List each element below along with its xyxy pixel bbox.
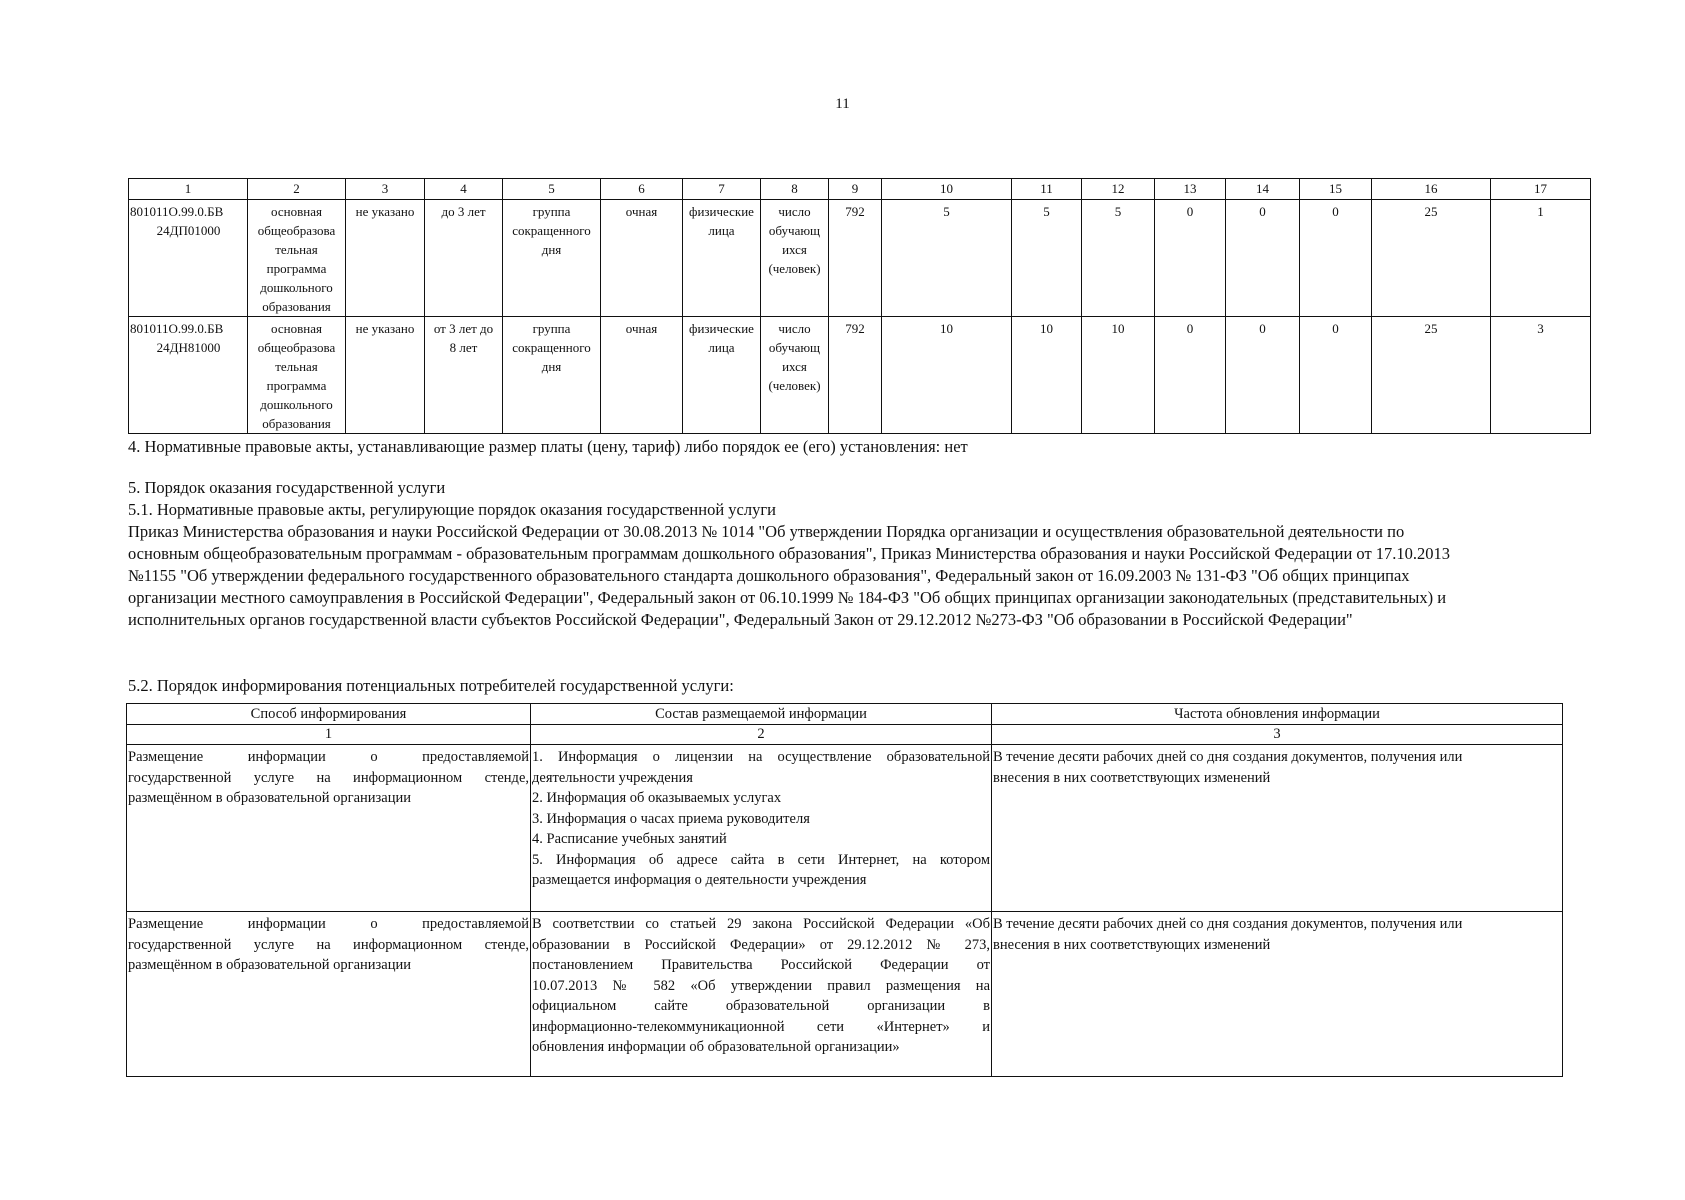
column-number: 14 xyxy=(1226,179,1300,200)
column-number: 1 xyxy=(127,725,531,745)
group-cell: группа сокращенного дня xyxy=(503,200,601,317)
indicator-cell: число обучающ ихся (человек) xyxy=(761,317,829,434)
persons-cell: физические лица xyxy=(683,200,761,317)
indicator-cell: число обучающ ихся (человек) xyxy=(761,200,829,317)
program-cell: основная общеобразова тельная программа дошкольного образования xyxy=(248,317,346,434)
table-row xyxy=(127,912,1563,1077)
column-number: 2 xyxy=(531,725,992,745)
value-cell: 10 xyxy=(1082,317,1155,434)
method-cell: Размещение информации о предоставляемой государственной услуге на информационном стенде, размещённом в образовательной организации xyxy=(127,745,531,912)
form-cell: очная xyxy=(601,317,683,434)
header-content: Состав размещаемой информации xyxy=(531,704,992,725)
column-number: 2 xyxy=(248,179,346,200)
value-cell: 25 xyxy=(1372,200,1491,317)
page-number: 11 xyxy=(835,96,850,112)
group-cell: группа сокращенного дня xyxy=(503,317,601,434)
column-number: 10 xyxy=(882,179,1012,200)
value-cell: 5 xyxy=(1082,200,1155,317)
legal-acts-line: №1155 "Об утверждении федерального государственного образовательного стандарта дошкольного образования", Федеральный закон от 16.09.2003 № 131-ФЗ "Об общих принципах xyxy=(128,566,1410,585)
value-cell: 10 xyxy=(882,317,1012,434)
section-5-1-title: 5.1. Нормативные правовые акты, регулирующие порядок оказания государственной услуги xyxy=(128,500,776,519)
form-cell: очная xyxy=(601,200,683,317)
services-header-row xyxy=(129,179,1591,200)
persons-cell: физические лица xyxy=(683,317,761,434)
informing-table xyxy=(126,703,1563,1077)
category-cell: не указано xyxy=(346,317,425,434)
category-cell: не указано xyxy=(346,200,425,317)
value-cell: 0 xyxy=(1155,317,1226,434)
column-number: 5 xyxy=(503,179,601,200)
column-number: 9 xyxy=(829,179,882,200)
section-5-title: 5. Порядок оказания государственной услуги xyxy=(128,478,446,497)
value-cell: 0 xyxy=(1226,317,1300,434)
age-cell: от 3 лет до 8 лет xyxy=(425,317,503,434)
method-cell: Размещение информации о предоставляемой государственной услуге на информационном стенде, размещённом в образовательной организации xyxy=(127,912,531,1077)
value-cell: 3 xyxy=(1491,317,1591,434)
legal-acts-line: основным общеобразовательным программам - образовательным программам дошкольного образования", Приказ Министерства образования и науки Российской Федерации от 17.10.2013 xyxy=(128,544,1451,563)
legal-acts-paragraph xyxy=(128,521,1553,631)
content-cell: 1. Информация о лицензии на осуществление образовательной деятельности учреждения 2. Информация об оказываемых услугах 3. Информация о часах приема руководителя 4. Расписание учебных занятий 5. Информация об адресе сайта в сети Интернет, на котором размещается информация о деятельности учреждения xyxy=(531,745,992,912)
frequency-cell: В течение десяти рабочих дней со дня создания документов, получения или внесения в них соответствующих изменений xyxy=(992,912,1563,1077)
table-row xyxy=(129,200,1591,317)
value-cell: 10 xyxy=(1012,317,1082,434)
column-number: 11 xyxy=(1012,179,1082,200)
registry-code-cell: 801011О.99.0.БВ 24ДН81000 xyxy=(129,317,248,434)
column-numbers-row xyxy=(127,725,1563,745)
value-cell: 0 xyxy=(1226,200,1300,317)
value-cell: 0 xyxy=(1155,200,1226,317)
table-row xyxy=(127,745,1563,912)
column-number: 12 xyxy=(1082,179,1155,200)
okei-code-cell: 792 xyxy=(829,200,882,317)
okei-code-cell: 792 xyxy=(829,317,882,434)
services-table xyxy=(128,178,1591,434)
informing-header-row xyxy=(127,704,1563,725)
section-5-2-title: 5.2. Порядок информирования потенциальных потребителей государственной услуги: xyxy=(128,676,734,695)
column-number: 15 xyxy=(1300,179,1372,200)
section-4-text: 4. Нормативные правовые акты, устанавливающие размер платы (цену, тариф) либо порядок ее (его) установления: нет xyxy=(128,437,968,456)
legal-acts-line: организации местного самоуправления в Российской Федерации", Федеральный закон от 06.10.1999 № 184-ФЗ "Об общих принципах организации законодательных (представительных) и xyxy=(128,588,1447,607)
registry-code-cell: 801011О.99.0.БВ 24ДП01000 xyxy=(129,200,248,317)
header-method: Способ информирования xyxy=(127,704,531,725)
value-cell: 25 xyxy=(1372,317,1491,434)
legal-acts-line: Приказ Министерства образования и науки Российской Федерации от 30.08.2013 № 1014 "Об утверждении Порядка организации и осуществления образовательной деятельности по xyxy=(128,522,1405,541)
column-number: 16 xyxy=(1372,179,1491,200)
value-cell: 0 xyxy=(1300,200,1372,317)
column-number: 13 xyxy=(1155,179,1226,200)
column-number: 17 xyxy=(1491,179,1591,200)
header-frequency: Частота обновления информации xyxy=(992,704,1563,725)
column-number: 1 xyxy=(129,179,248,200)
column-number: 3 xyxy=(992,725,1563,745)
value-cell: 1 xyxy=(1491,200,1591,317)
column-number: 8 xyxy=(761,179,829,200)
age-cell: до 3 лет xyxy=(425,200,503,317)
column-number: 6 xyxy=(601,179,683,200)
frequency-cell: В течение десяти рабочих дней со дня создания документов, получения или внесения в них соответствующих изменений xyxy=(992,745,1563,912)
value-cell: 0 xyxy=(1300,317,1372,434)
value-cell: 5 xyxy=(1012,200,1082,317)
table-row xyxy=(129,317,1591,434)
value-cell: 5 xyxy=(882,200,1012,317)
content-cell: В соответствии со статьей 29 закона Российской Федерации «Об образовании в Российской Федерации» от 29.12.2012 № 273, постановлением Правительства Российской Федерации от 10.07.2013 № 582 «Об утверждении правил размещения на официальном сайте образовательной организации в информационно-телекоммуникационной сети «Интернет» и обновления информации об образовательной организации» xyxy=(531,912,992,1077)
column-number: 4 xyxy=(425,179,503,200)
legal-acts-line: исполнительных органов государственной власти субъектов Российской Федерации", Федеральный Закон от 29.12.2012 №273-ФЗ "Об образовании в Российской Федерации" xyxy=(128,610,1353,629)
program-cell: основная общеобразова тельная программа дошкольного образования xyxy=(248,200,346,317)
column-number: 3 xyxy=(346,179,425,200)
column-number: 7 xyxy=(683,179,761,200)
